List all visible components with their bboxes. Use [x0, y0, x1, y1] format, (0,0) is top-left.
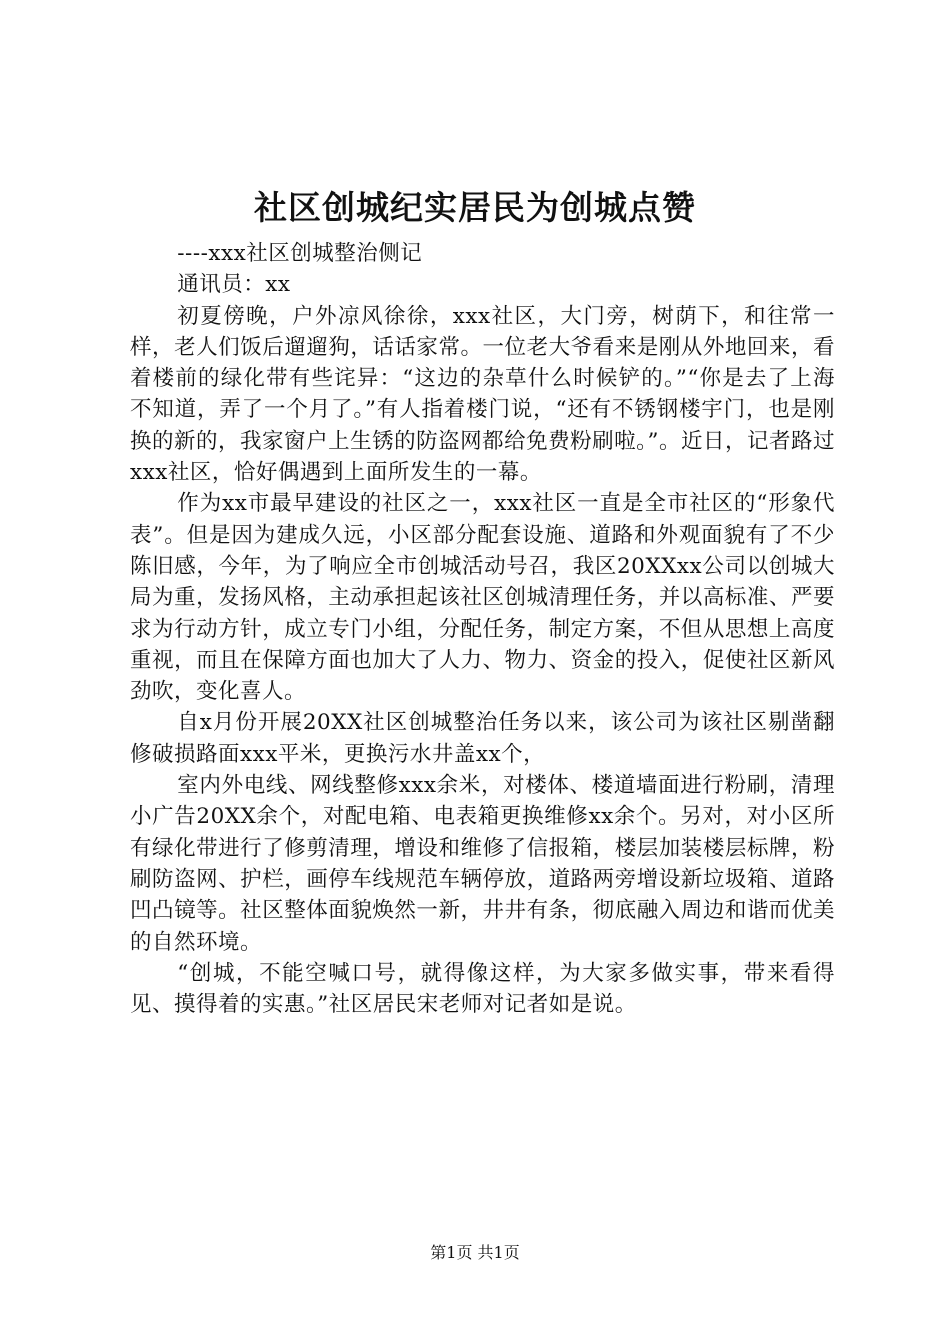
document-body — [130, 238, 835, 1020]
paragraph: 自x月份开展20XX社区创城整治任务以来，该公司为该社区剔凿翻修破损路面xxx平米，更换污水井盖xx个， — [130, 710, 835, 767]
document-title: 社区创城纪实居民为创城点赞 — [254, 188, 696, 227]
page-footer: 第1页 共1页 — [430, 1243, 520, 1262]
paragraph: 初夏傍晚，户外凉风徐徐，xxx社区，大门旁，树荫下，和往常一样，老人们饭后遛遛狗，话话家常。一位老大爷看来是刚从外地回来，看着楼前的绿化带有些诧异：“这边的杂草什么时候铲的。”“你是去了上海不知道，弄了一个月了。”有人指着楼门说，“还有不锈钢楼宇门，也是刚换的新的，我家窗户上生锈的防盗网都给免费粉刷啦。”。近日，记者路过xxx社区，恰好偶遇到上面所发生的一幕。 — [130, 303, 835, 486]
reporter-line: 通讯员：xx — [177, 272, 291, 298]
subtitle: ----xxx社区创城整治侧记 — [177, 241, 423, 266]
paragraph: “创城，不能空喊口号，就得像这样，为大家多做实事，带来看得见、摸得着的实惠。”社区居民宋老师对记者如是说。 — [130, 960, 835, 1018]
paragraph: 室内外电线、网线整修xxx余米，对楼体、楼道墙面进行粉刷，清理小广告20XX余个，对配电箱、电表箱更换维修xx余个。另对，对小区所有绿化带进行了修剪清理，增设和维修了信报箱，楼层加装楼层标牌，粉刷防盗网、护栏，画停车线规范车辆停放，道路两旁增设新垃圾箱、道路凹凸镜等。社区整体面貌焕然一新，井井有条，彻底融入周边和谐而优美的自然环境。 — [130, 773, 835, 955]
paragraph: 作为xx市最早建设的社区之一，xxx社区一直是全市社区的“形象代表”。但是因为建成久远，小区部分配套设施、道路和外观面貌有了不少陈旧感，今年，为了响应全市创城活动号召，我区20XXxx公司以创城大局为重，发扬风格，主动承担起该社区创城清理任务，并以高标准、严要求为行动方针，成立专门小组，分配任务，制定方案，不但从思想上高度重视，而且在保障方面也加大了人力、物力、资金的投入，促使社区新风劲吹，变化喜人。 — [130, 491, 835, 705]
